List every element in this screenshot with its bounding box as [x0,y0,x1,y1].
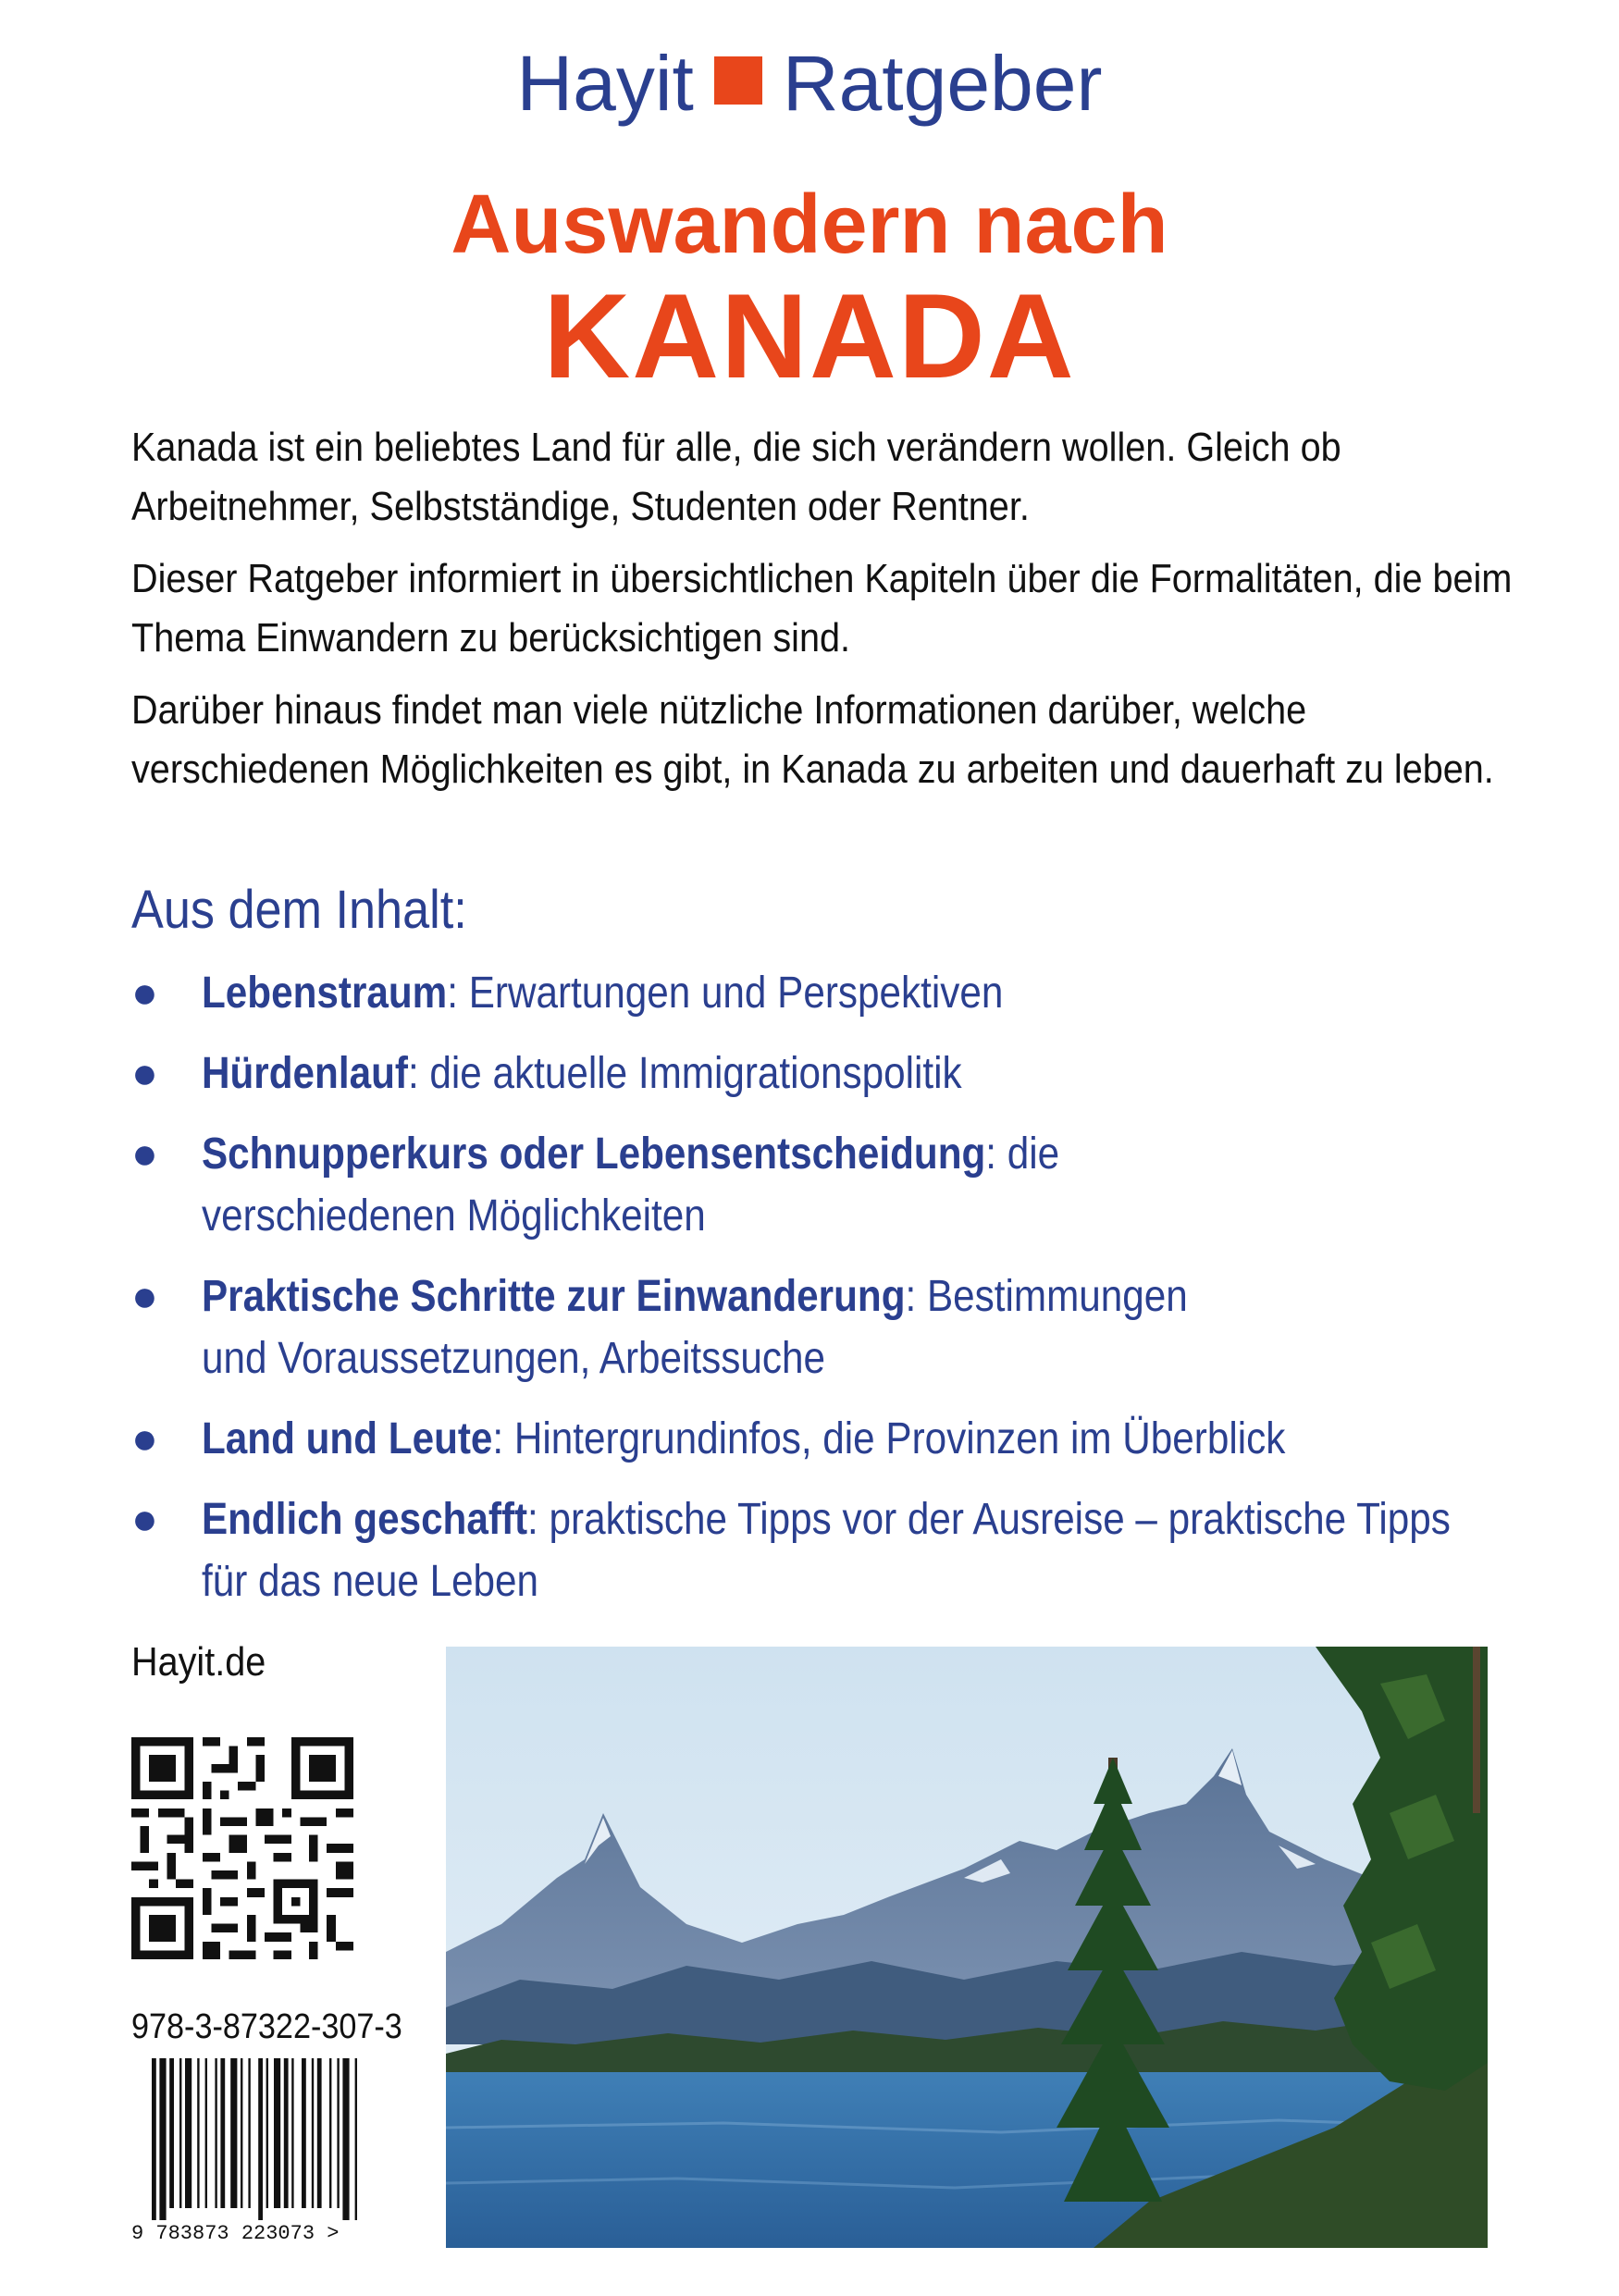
intro-paragraph: Dieser Ratgeber informiert in übersichtlichen Kapiteln über die Formalitäten, die beim Thema Einwandern zu berücksichtigen sind. [131,556,1513,660]
barcode-digits: 9 783873 223073 > [131,2222,340,2243]
barcode-bar [329,2058,331,2208]
isbn-number: 978-3-87322-307-3 [131,2007,402,2046]
barcode-bar [266,2058,268,2208]
bullet-icon: ● [131,1272,158,1321]
intro-text [131,418,1513,812]
barcode-bar [169,2058,174,2208]
item-topic: Praktische Schritte zur Einwanderung [202,1272,906,1321]
barcode-bar [337,2058,339,2208]
barcode-bar [205,2058,207,2208]
item-topic: Hürdenlauf [202,1049,408,1098]
barcode-bar [197,2058,199,2208]
bullet-icon: ● [131,1129,158,1179]
bullet-icon: ● [131,969,158,1018]
barcode-bar [274,2058,280,2208]
item-topic: Land und Leute [202,1414,493,1463]
barcode-bar [317,2058,322,2208]
list-item [131,962,1589,1024]
barcode-bar [185,2058,192,2208]
list-item [131,1408,1589,1470]
item-description: : praktische Tipps vor der Ausreise – praktische Tipps für das neue Leben [202,1495,1451,1606]
barcode-bar [215,2058,216,2208]
barcode-bar [241,2058,242,2208]
brand-square-logo [714,56,762,105]
barcode-bar [159,2058,166,2220]
item-description: : Hintergrundinfos, die Provinzen im Überblick [492,1414,1286,1463]
barcode [131,2058,409,2243]
qr-code [131,1737,353,1959]
barcode-bar [312,2058,314,2208]
intro-paragraph: Darüber hinaus findet man viele nützliche Informationen darüber, welche verschiedenen Möglichkeiten es gibt, in Kanada zu arbeiten und dauerhaft zu leben. [131,687,1494,792]
brand-name: Hayit [516,40,694,127]
barcode-bar [179,2058,181,2208]
item-description: : Erwartungen und Perspektiven [447,969,1004,1018]
barcode-bar [284,2058,289,2208]
barcode-bar [355,2058,357,2220]
bullet-icon: ● [131,1049,158,1098]
barcode-bar [220,2058,225,2208]
list-item [131,1043,1589,1105]
barcode-bar [342,2058,349,2220]
item-topic: Endlich geschafft [202,1495,528,1544]
bullet-icon: ● [131,1495,158,1544]
bullet-icon: ● [131,1414,158,1463]
website-link[interactable]: Hayit.de [131,1639,266,1685]
brand-series: Ratgeber [782,40,1103,127]
list-item [131,1123,1589,1247]
item-topic: Schnupperkurs oder Lebensentscheidung [202,1129,986,1179]
item-description: : die verschiedenen Möglichkeiten [202,1129,1060,1241]
intro-paragraph: Kanada ist ein beliebtes Land für alle, die sich verändern wollen. Gleich ob Arbeitnehmer, Selbstständige, Studenten oder Rentner. [131,425,1341,529]
barcode-bar [302,2058,306,2208]
item-topic: Lebenstraum [202,969,448,1018]
publisher-brand [0,40,1619,127]
list-item [131,1265,1589,1389]
contents-list [131,962,1612,1631]
list-item [131,1488,1589,1612]
barcode-bar [291,2058,293,2208]
contents-heading: Aus dem Inhalt: [131,880,467,940]
barcode-bar [230,2058,237,2208]
landscape-photo [446,1647,1488,2248]
barcode-bar [248,2058,250,2208]
barcode-bar [258,2058,263,2220]
item-description: : Bestimmungen und Voraussetzungen, Arbeitssuche [202,1272,1188,1383]
book-subtitle: Auswandern nach [451,179,1168,271]
book-title: KANADA [543,268,1076,403]
item-description: : die aktuelle Immigrationspolitik [407,1049,962,1098]
barcode-bar [152,2058,156,2220]
